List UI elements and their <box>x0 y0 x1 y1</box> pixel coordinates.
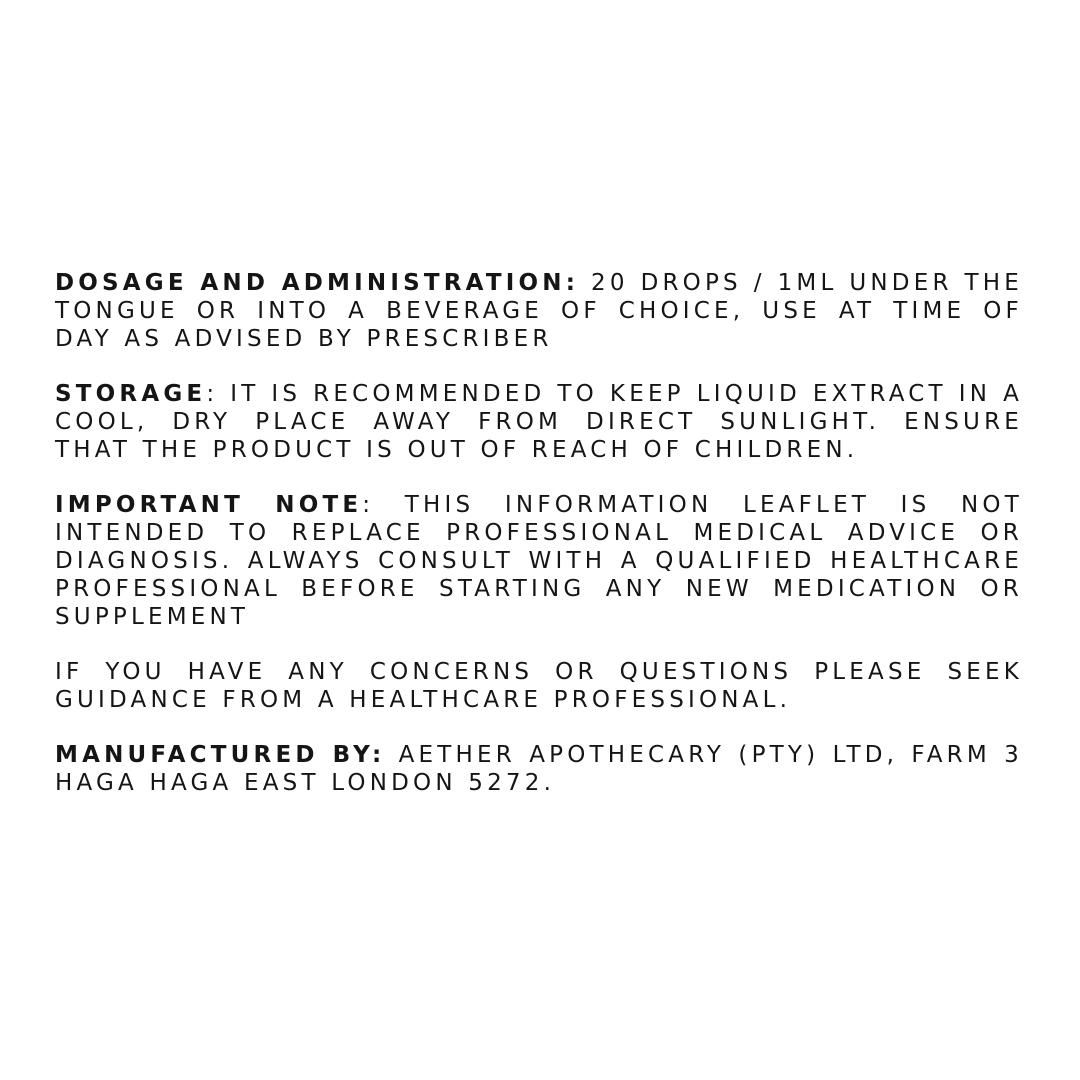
important-note-paragraph <box>55 491 1023 631</box>
storage-section <box>55 380 1023 464</box>
dosage-text: 20 DROPS / 1ML UNDER THE TONGUE OR INTO A BEVERAGE OF CHOICE, USE AT TIME OF DAY AS ADVISED BY PRESCRIBER <box>55 270 1024 352</box>
information-leaflet <box>55 269 1023 824</box>
manufacturer-section <box>55 741 1023 797</box>
concerns-text: IF YOU HAVE ANY CONCERNS OR QUESTIONS PLEASE SEEK GUIDANCE FROM A HEALTHCARE PROFESSIONAL. <box>55 659 1023 713</box>
storage-label: STORAGE <box>55 381 207 407</box>
dosage-paragraph <box>55 269 1023 353</box>
storage-paragraph <box>55 380 1023 464</box>
manufacturer-label: MANUFACTURED BY: <box>55 742 386 768</box>
manufacturer-paragraph <box>55 741 1023 797</box>
important-note-text: : THIS INFORMATION LEAFLET IS NOT INTENDED TO REPLACE PROFESSIONAL MEDICAL ADVICE OR DIAGNOSIS. ALWAYS CONSULT WITH A QUALIFIED HEALTHCARE PROFESSIONAL BEFORE STARTING ANY NEW MEDICATION OR SUPPLEMENT <box>55 492 1023 630</box>
storage-text: : IT IS RECOMMENDED TO KEEP LIQUID EXTRACT IN A COOL, DRY PLACE AWAY FROM DIRECT SUNLIGHT. ENSURE THAT THE PRODUCT IS OUT OF REACH OF CHILDREN. <box>55 381 1023 463</box>
manufacturer-text: AETHER APOTHECARY (PTY) LTD, FARM 3 HAGA HAGA EAST LONDON 5272. <box>55 742 1023 796</box>
dosage-label: DOSAGE AND ADMINISTRATION: <box>55 270 580 296</box>
important-note-section <box>55 491 1023 631</box>
concerns-section <box>55 658 1023 714</box>
concerns-paragraph <box>55 658 1023 714</box>
dosage-section <box>55 269 1023 353</box>
important-note-label: IMPORTANT NOTE <box>55 492 363 518</box>
